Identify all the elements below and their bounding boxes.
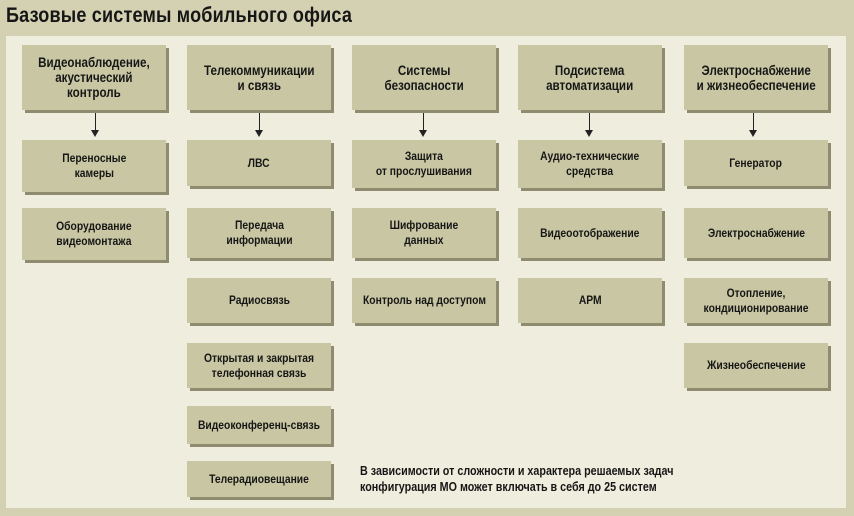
header-video-surveillance: Видеонаблюдение, акустический контроль [22,45,166,110]
item-video-editing: Оборудование видеомонтажа [22,208,166,260]
arrow-down-icon [255,130,263,137]
arrow-down-icon [585,130,593,137]
page-title: Базовые системы мобильного офиса [6,4,353,27]
header-automation: Подсистема автоматизации [518,45,662,110]
item-generator: Генератор [684,140,828,186]
header-power-life-support: Электроснабжение и жизнеобеспечение [684,45,828,110]
connector-line [95,113,96,130]
item-life-support: Жизнеобеспечение [684,343,828,388]
item-heating-ac: Отопление, кондиционирование [684,278,828,323]
connector-line [753,113,754,130]
item-telephony: Открытая и закрытая телефонная связь [187,343,331,388]
connector-line [259,113,260,130]
item-video-display: Видеоотображение [518,208,662,258]
arrow-down-icon [749,130,757,137]
arrow-down-icon [91,130,99,137]
item-encryption: Шифрование данных [352,208,496,258]
header-telecom: Телекоммуникации и связь [187,45,331,110]
footnote: В зависимости от сложности и характера решаемых задач конфигурация МО может включать в себя до 25 систем [360,464,674,494]
connector-line [589,113,590,130]
item-data-transfer: Передача информации [187,208,331,258]
item-portable-cameras: Переносные камеры [22,140,166,192]
item-broadcasting: Телерадиовещание [187,461,331,497]
item-videoconference: Видеоконференц-связь [187,406,331,444]
item-audio-equipment: Аудио-технические средства [518,140,662,188]
connector-line [423,113,424,130]
item-power-supply: Электроснабжение [684,208,828,258]
arrow-down-icon [419,130,427,137]
header-security: Системы безопасности [352,45,496,110]
item-access-control: Контроль над доступом [352,278,496,323]
item-lan: ЛВС [187,140,331,186]
item-anti-eavesdrop: Защита от прослушивания [352,140,496,188]
item-radio: Радиосвязь [187,278,331,323]
item-workstation: АРМ [518,278,662,323]
